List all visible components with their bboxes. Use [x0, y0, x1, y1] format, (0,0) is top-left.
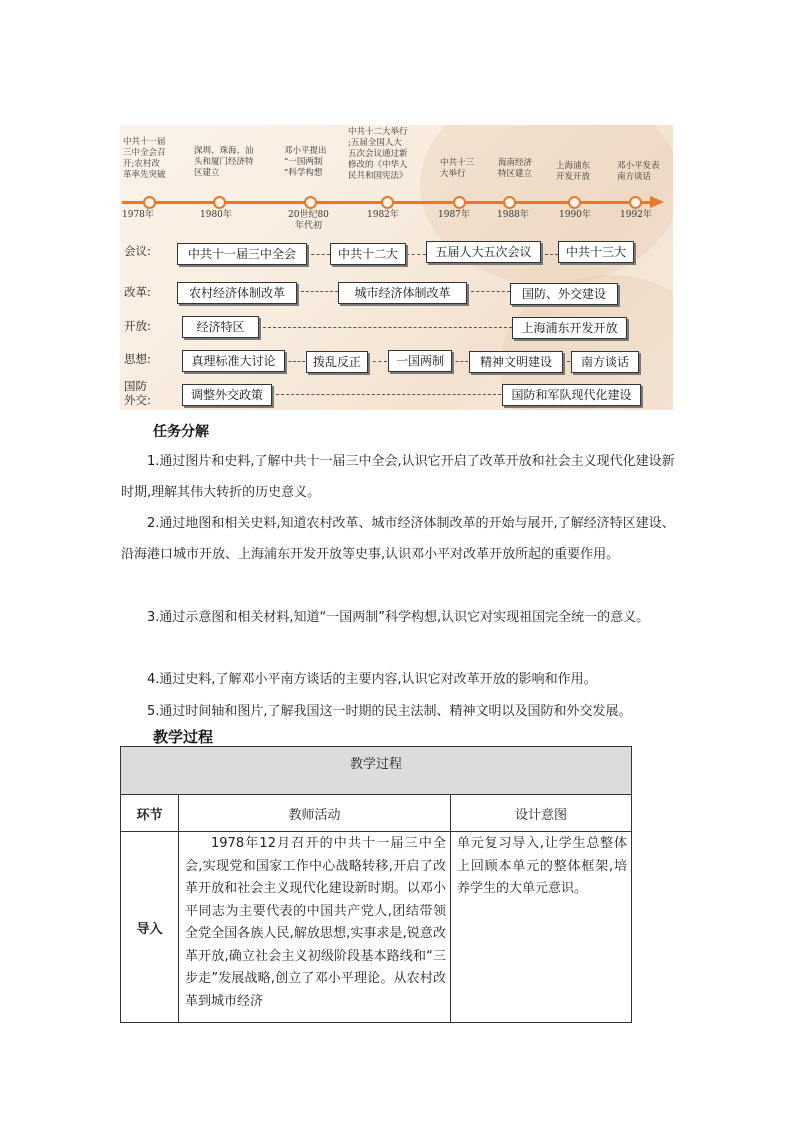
dashed-connector [406, 254, 426, 255]
dashed-connector [562, 361, 570, 362]
row-label-opening: 开放: [124, 319, 151, 333]
timeline-event: 中共十三 大举行 [440, 158, 475, 179]
timeline-event: 海南经济 特区建立 [498, 158, 533, 179]
timeline-node [304, 196, 317, 209]
opening-box: 经济特区 [182, 316, 259, 338]
timeline-node [213, 196, 226, 209]
header-design-intent: 设计意图 [451, 795, 632, 832]
timeline-year: 20世纪80 年代初 [288, 210, 329, 231]
timeline-event: 上海浦东 开发开放 [556, 161, 591, 182]
table-header-row [121, 795, 632, 832]
timeline-figure [120, 125, 673, 410]
dashed-connector [540, 254, 558, 255]
timeline-node [143, 196, 156, 209]
step-cell: 导入 [121, 832, 179, 1023]
table-title: 教学过程 [121, 747, 632, 795]
timeline-event: 邓小平提出 “一国两制 ”科学构想 [284, 146, 327, 178]
timeline-year: 1987年 [438, 210, 470, 220]
meeting-box: 中共十三大 [558, 241, 634, 263]
task-item: 1.通过图片和史料,了解中共十一届三中全会,认识它开启了改革开放和社会主义现代化建设新时期,理解其伟大转折的历史意义。 [121, 454, 675, 500]
meeting-box: 中共十二大 [330, 243, 406, 265]
reform-box: 农村经济体制改革 [177, 282, 297, 304]
row-label-defense: 国防 外交: [124, 379, 151, 407]
task-item: 2.通过地图和相关史料,知道农村改革、城市经济体制改革的开始与展开,了解经济特区建设、沿海港口城市开放、上海浦东开发开放等史事,认识邓小平对改革开放所起的重要作用。 [121, 516, 675, 562]
dashed-connector [296, 291, 338, 292]
teacher-activity-cell [179, 832, 451, 1023]
timeline-year: 1982年 [367, 210, 399, 220]
teacher-activity-text: 1978年12月召开的中共十一届三中全会,实现党和国家工作中心战略转移,开启了改革开放和社会主义现代化建设新时期。以邓小平同志为主要代表的中国共产党人,团结带领全党全国各族人民,解放思想,实事求是,锐意改革开放,确立社会主义初级阶段基本路线和“三步走”发展战略,创立了邓小平理论。从农村改革到城市经济 [185, 836, 446, 1009]
design-intent-text: 单元复习导入,让学生总整体上回顾本单元的整体框架,培养学生的大单元意识。 [457, 836, 627, 896]
thought-box: 一国两制 [388, 350, 452, 372]
row-label-meeting: 会议: [124, 244, 151, 258]
row-label-reform: 改革: [124, 285, 151, 299]
timeline-node [503, 196, 516, 209]
timeline-event: 邓小平发表 南方谈话 [617, 161, 660, 182]
dashed-connector [367, 361, 387, 362]
timeline-year: 1990年 [559, 210, 591, 220]
timeline-node [453, 196, 466, 209]
task-item: 5.通过时间轴和图片,了解我国这一时期的民主法制、精神文明以及国防和外交发展。 [147, 704, 632, 719]
reform-box: 城市经济体制改革 [338, 282, 467, 304]
timeline-year: 1988年 [497, 210, 529, 220]
dashed-connector [466, 291, 510, 292]
task-item: 4.通过史料,了解邓小平南方谈话的主要内容,认识它对改革开放的影响和作用。 [147, 672, 597, 687]
teaching-process-table [120, 746, 632, 1023]
timeline-node [381, 196, 394, 209]
tasks-heading: 任务分解 [153, 424, 209, 440]
header-teacher-activity: 教师活动 [179, 795, 451, 832]
row-label-thought: 思想: [124, 352, 151, 366]
thought-box: 拨乱反正 [306, 351, 368, 373]
header-step: 环节 [121, 795, 179, 832]
timeline-year: 1992年 [620, 210, 652, 220]
dashed-connector [306, 254, 330, 255]
dashed-connector [451, 361, 468, 362]
dashed-connector [258, 327, 512, 328]
dashed-connector [271, 394, 501, 395]
timeline-year: 1980年 [200, 210, 232, 220]
meeting-box: 中共十一届三中全会 [177, 243, 307, 265]
thought-box: 真理标准大讨论 [182, 350, 285, 372]
table-row [121, 832, 632, 1023]
thought-box: 精神文明建设 [469, 351, 563, 373]
timeline-event: 中共十一届 三中全会召 开;农村改 革率先突破 [123, 137, 166, 180]
defense-box: 调整外交政策 [182, 384, 272, 406]
timeline-node [568, 196, 581, 209]
timeline-year: 1978年 [122, 210, 154, 220]
defense-box: 国防和军队现代化建设 [502, 384, 641, 406]
dashed-connector [284, 361, 305, 362]
timeline-event: 中共十二大举行 ;五届全国人大 五次会议通过新 修改的《中华人 民共和国宪法》 [348, 127, 408, 181]
reform-box: 国防、外交建设 [510, 283, 618, 305]
meeting-box: 五届人大五次会议 [426, 241, 541, 263]
thought-box: 南方谈话 [571, 351, 639, 373]
opening-box: 上海浦东开发开放 [512, 317, 627, 339]
timeline-event: 深圳、珠海、汕 头和厦门经济特 区建立 [194, 146, 254, 178]
timeline-node [629, 196, 642, 209]
process-heading: 教学过程 [153, 728, 214, 746]
timeline-arrow-icon [650, 196, 664, 208]
design-intent-cell [451, 832, 632, 1023]
task-item: 3.通过示意图和相关材料,知道“一国两制”科学构想,认识它对实现祖国完全统一的意义。 [147, 610, 650, 625]
